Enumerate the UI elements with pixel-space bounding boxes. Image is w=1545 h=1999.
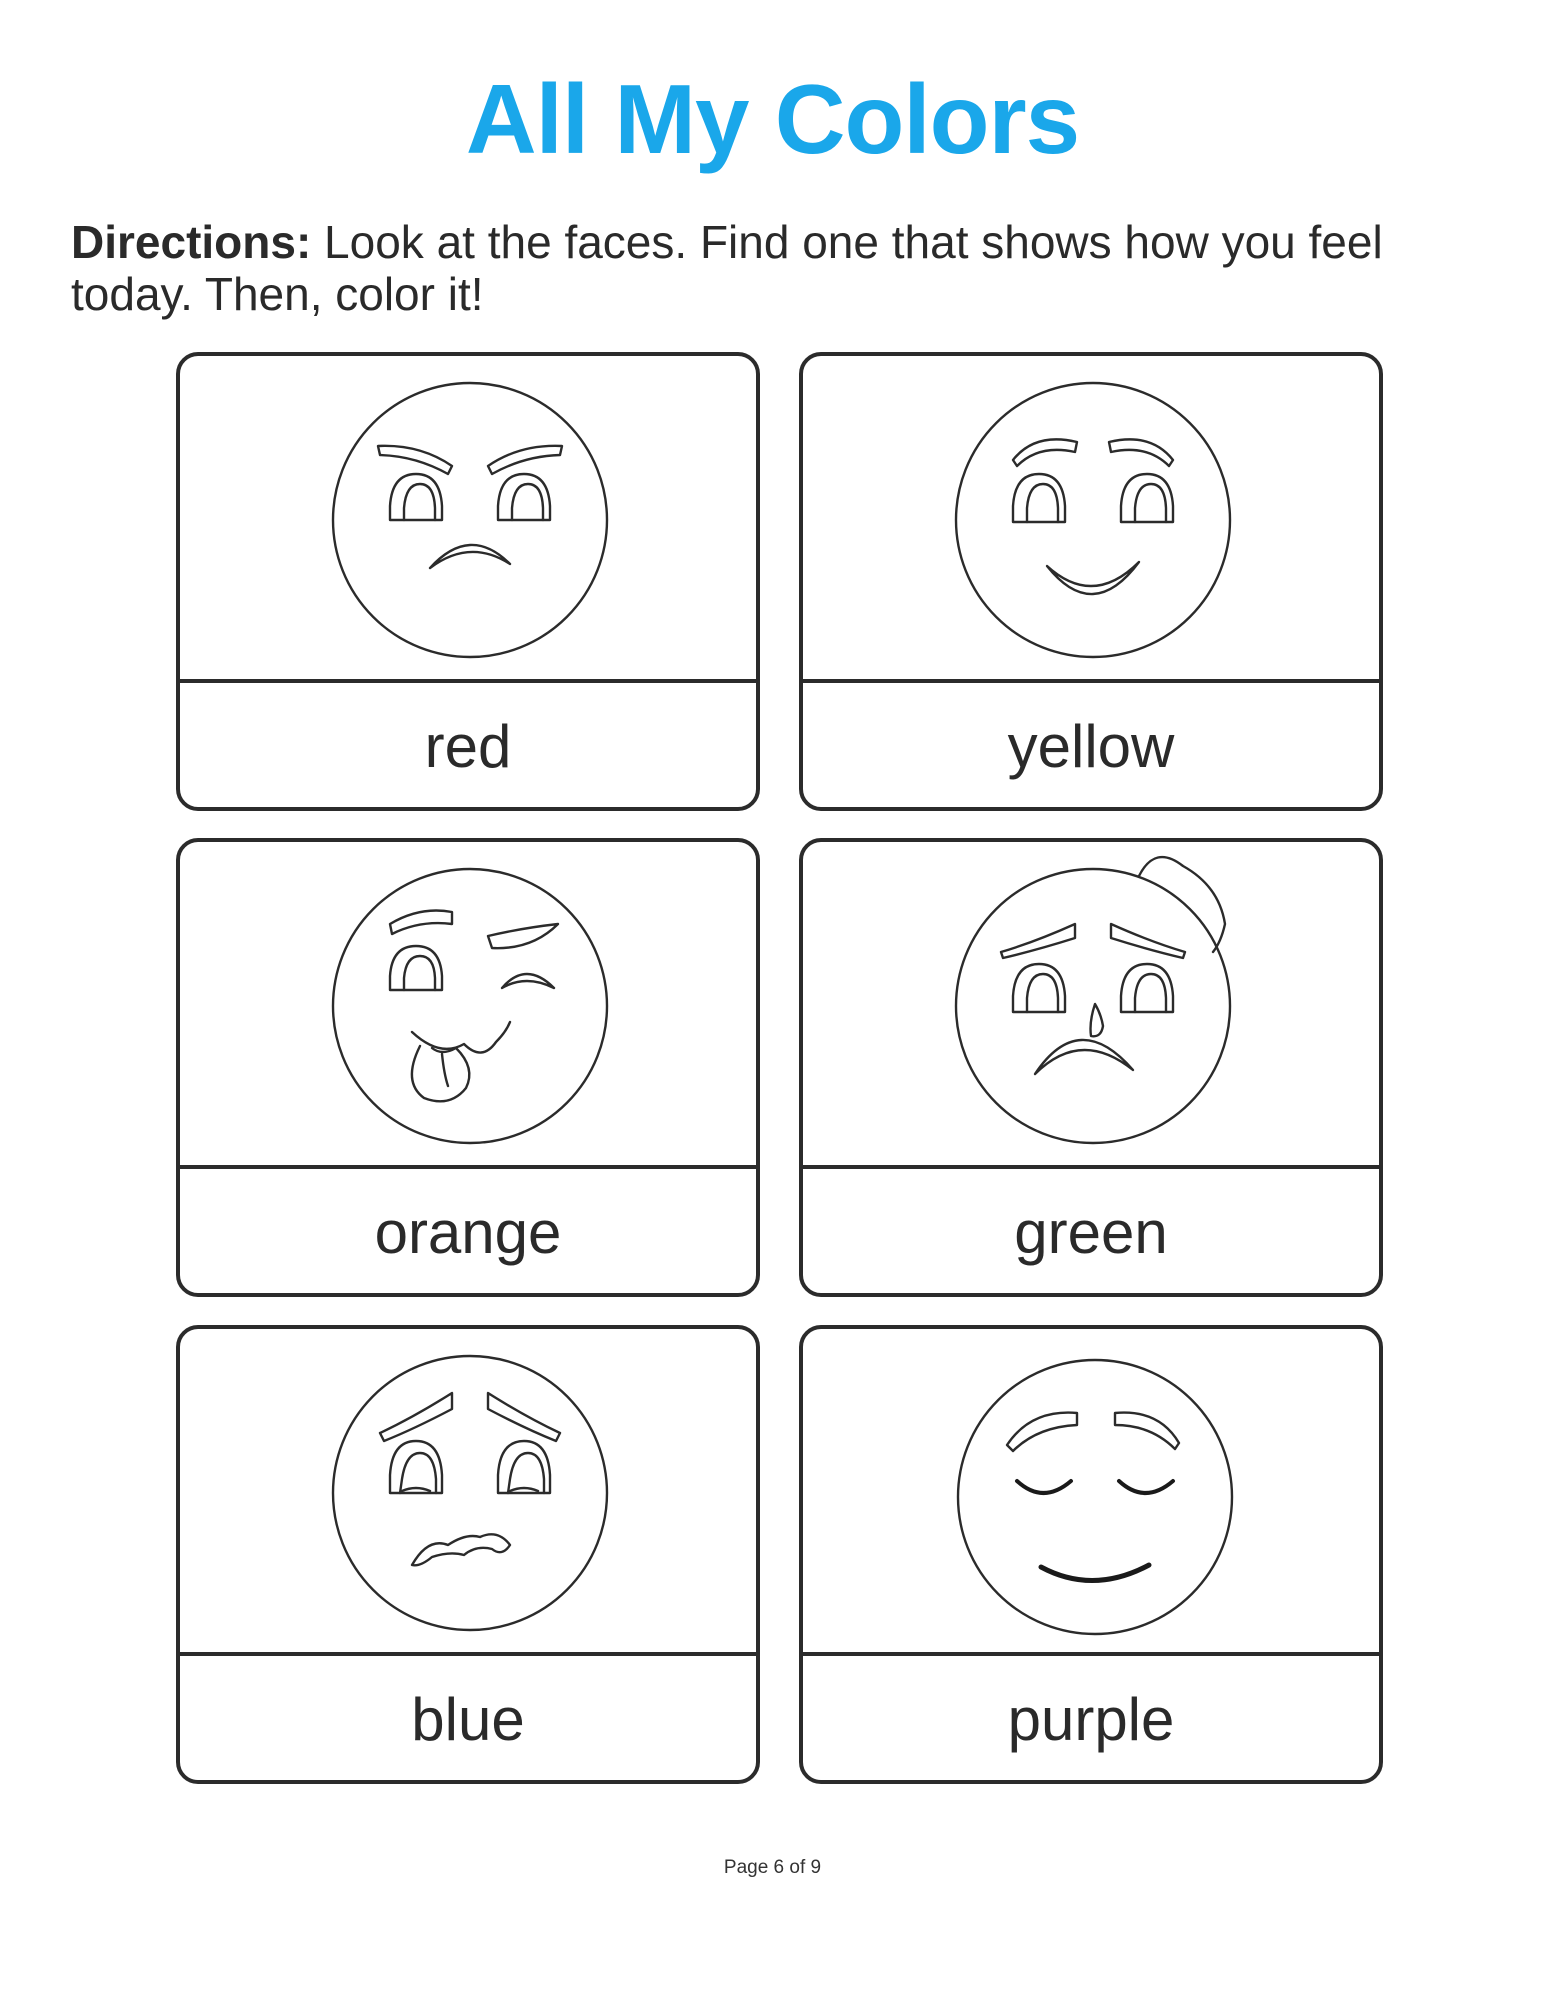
emotion-card-orange[interactable]: [176, 838, 760, 1297]
face-area[interactable]: [180, 842, 756, 1169]
card-label: red: [424, 713, 512, 780]
card-label: green: [1014, 1199, 1168, 1266]
directions-text: Look at the faces. Find one that shows how you feel today. Then, color it!: [71, 216, 1383, 320]
angry-face-icon[interactable]: [180, 356, 756, 679]
face-area[interactable]: [803, 356, 1379, 683]
face-area[interactable]: [180, 356, 756, 683]
sad-tear-face-icon[interactable]: [803, 842, 1379, 1165]
page-title: All My Colors: [465, 64, 1080, 174]
card-label: yellow: [1007, 713, 1175, 780]
face-area[interactable]: [803, 842, 1379, 1169]
emotion-card-green[interactable]: [799, 838, 1383, 1297]
emotion-card-blue[interactable]: [176, 1325, 760, 1784]
emotion-card-red[interactable]: [176, 352, 760, 811]
card-label: orange: [374, 1199, 562, 1266]
calm-face-icon[interactable]: [803, 1329, 1379, 1652]
directions: [71, 216, 1471, 320]
emotion-card-yellow[interactable]: [799, 352, 1383, 811]
card-label: blue: [411, 1686, 525, 1753]
worried-face-icon[interactable]: [180, 1329, 756, 1652]
card-label: purple: [1007, 1686, 1175, 1753]
face-area[interactable]: [180, 1329, 756, 1656]
face-area[interactable]: [803, 1329, 1379, 1656]
emotion-card-purple[interactable]: [799, 1325, 1383, 1784]
directions-label: Directions:: [71, 216, 312, 268]
smiling-face-icon[interactable]: [803, 356, 1379, 679]
page-number: Page 6 of 9: [723, 1857, 822, 1878]
winking-tongue-face-icon[interactable]: [180, 842, 756, 1165]
